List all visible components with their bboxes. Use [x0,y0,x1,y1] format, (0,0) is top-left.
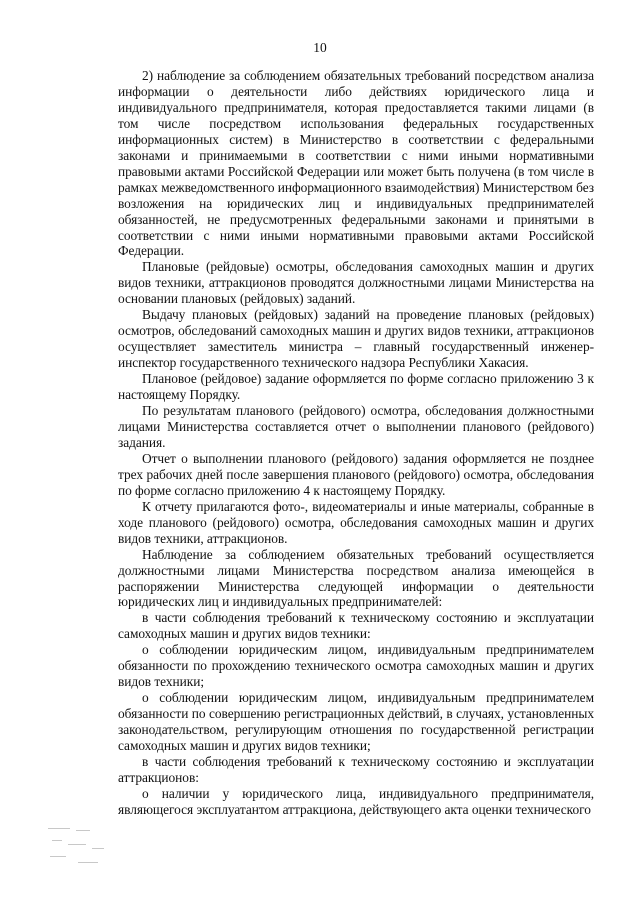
paragraph-results-report: По результатам планового (рейдового) осмотра, обследования должностными лицами Министерства составляется отчет о выполнении планового (рейдового) задания. [118,403,594,450]
paragraph-compliance-observation: Наблюдение за соблюдением обязательных требований осуществляется должностными лицами Министерства посредством анализа имеющейся в распоряжении Министерства следующей информации о деятельности юридических лиц и индивидуальных предпринимателей: [118,546,594,610]
paragraph-machinery-requirements: в части соблюдения требований к техническому состоянию и эксплуатации самоходных машин и других видов техники: [118,610,594,642]
page-number: 10 [313,40,327,55]
paragraph-task-form: Плановое (рейдовое) задание оформляется по форме согласно приложению 3 к настоящему Порядку. [118,371,594,403]
document-body [118,68,594,818]
paragraph-registration-actions: о соблюдении юридическим лицом, индивидуальным предпринимателем обязанности по совершению регистрационных действий, в случаях, установленных законодательством, регулирующим отношения по государственной регистрации самоходных машин и других видов техники; [118,690,594,754]
paragraph-report-deadline: Отчет о выполнении планового (рейдового) задания оформляется не позднее трех рабочих дней после завершения планового (рейдового) осмотра, обследования по форме согласно приложению 4 к настоящему Порядку. [118,450,594,498]
scan-artifact [48,826,118,868]
paragraph-report-attachments: К отчету прилагаются фото-, видеоматериалы и иные материалы, собранные в ходе планового (рейдового) осмотра, обследования самоходных машин и других видов техники, аттракционов. [118,498,594,546]
paragraph-task-issuance: Выдачу плановых (рейдовых) заданий на проведение плановых (рейдовых) осмотров, обследований самоходных машин и других видов техники, аттракционов осуществляет заместитель министра – главный государственный инженер-инспектор государственного технического надзора Республики Хакасия. [118,307,594,371]
paragraph-observation-item-2: 2) наблюдение за соблюдением обязательных требований посредством анализа информации о деятельности либо действиях юридического лица и индивидуального предпринимателя, которая предоставляется такими лицами (в том числе посредством использования федеральных государственных информационных систем) в Министерство в соответствии с федеральными законами и принимаемыми в соответствии с ними иными нормативными правовыми актами Российской Федерации или может быть получена (в том числе в рамках межведомственного информационного взаимодействия) Министерством без возложения на юридических лиц и индивидуальных предпринимателей обязанностей, не предусмотренных федеральными законами и принятыми в соответствии с ними иными нормативными правовыми актами Российской Федерации. [118,68,594,259]
paragraph-attraction-assessment: о наличии у юридического лица, индивидуального предпринимателя, являющегося эксплуатантом аттракциона, действующего акта оценки технического [118,785,594,817]
paragraph-planned-inspections: Плановые (рейдовые) осмотры, обследования самоходных машин и других видов техники, аттракционов проводятся должностными лицами Министерства на основании плановых (рейдовых) заданий. [118,259,594,307]
paragraph-attraction-requirements: в части соблюдения требований к техническому состоянию и эксплуатации аттракционов: [118,753,594,785]
paragraph-technical-inspection: о соблюдении юридическим лицом, индивидуальным предпринимателем обязанности по прохождению технического осмотра самоходных машин и других видов техники; [118,642,594,690]
